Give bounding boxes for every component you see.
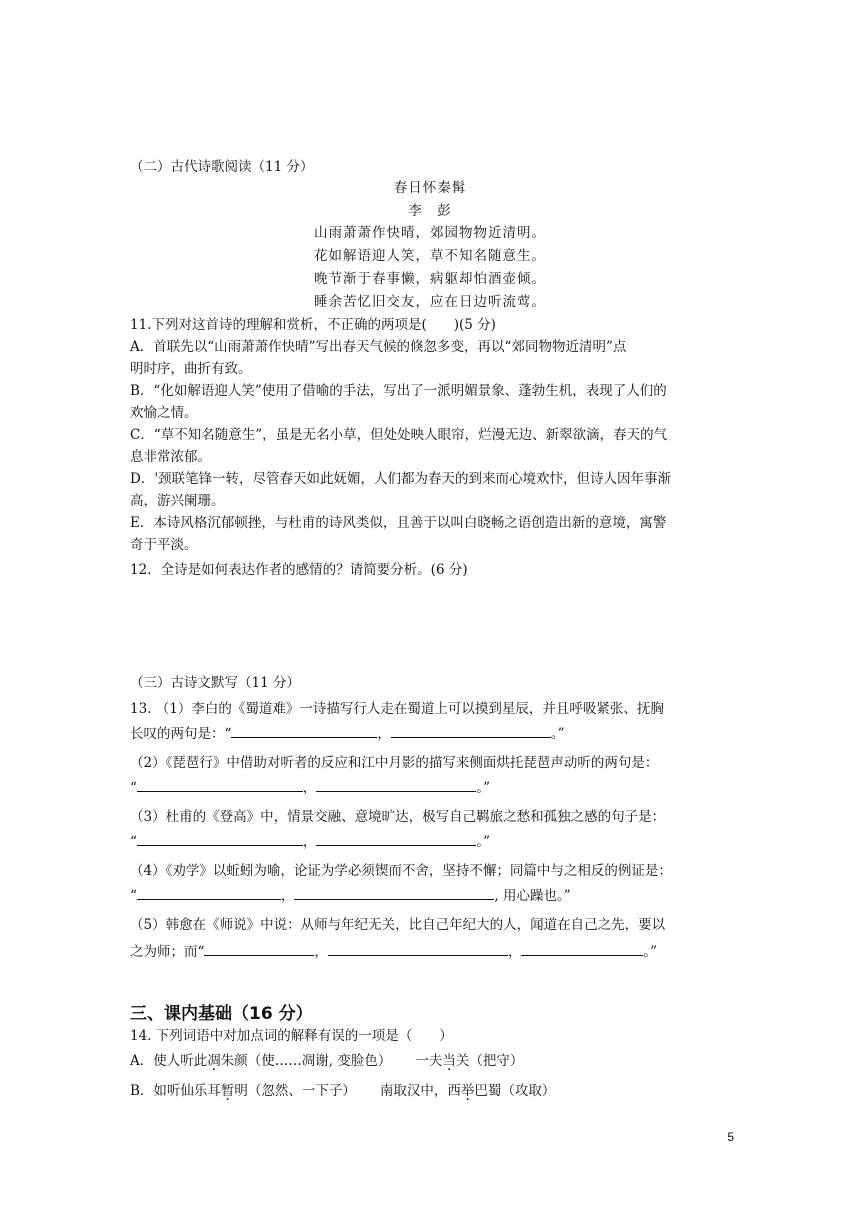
section2-title: （二）古代诗歌阅读（11 分）: [130, 159, 314, 175]
q13-2-blanks: “ ， 。”: [130, 777, 734, 799]
poem-line: 睡余苦忆旧交友，应在日边听流莺。: [314, 294, 546, 310]
q13-5-blanks: 之为师；而“ ， ， 。”: [130, 941, 734, 963]
answer-blank[interactable]: [316, 777, 476, 792]
q13-4: （4）《劝学》以蚯蚓为喻，论证为学必须锲而不舍，坚持不懈；同篇中与之相反的例证是：: [130, 863, 672, 879]
part3-heading: 三、课内基础（16 分）: [130, 1004, 313, 1024]
q11-option-a-cont: 明时序，曲折有致。: [130, 361, 252, 377]
answer-blank[interactable]: [137, 831, 303, 846]
answer-blank[interactable]: [316, 831, 476, 846]
section3-title: （三）古诗文默写（11 分）: [130, 675, 300, 691]
dotted-word: 暂: [220, 1083, 235, 1099]
dotted-word: 举: [460, 1083, 475, 1099]
q11-option-d: D．'颈联笔锋一转，尽管春天如此妩媚，人们都为春天的到来而心境欢忭，但诗人因年事渐: [130, 471, 672, 487]
q13-4-blanks: “ ， , 用心躁也。”: [130, 885, 734, 907]
q11-option-e-cont: 奇于平淡。: [130, 537, 198, 553]
q11-stem: 11.下列对这首诗的理解和赏析，不正确的两项是( )(5 分): [130, 317, 496, 333]
q11-option-b-cont: 欢愉之情。: [130, 405, 198, 421]
answer-blank[interactable]: [294, 885, 494, 900]
q13-1-blanks: 长叹的两句是：“ ， 。”: [130, 723, 734, 745]
q13-3: （3）杜甫的《登高》中，情景交融、意境旷达，极写自己羁旅之愁和孤独之感的句子是：: [130, 809, 666, 825]
q11-option-b: B．“化如解语迎人笑”使用了借喻的手法，写出了一派明媚景象、蓬勃生机，表现了人们的: [130, 383, 667, 399]
q11-option-a: A．首联先以“山雨萧萧作快晴”写出春天气候的倏忽多变，再以“郊同物物近清明”点: [130, 339, 627, 355]
q13-2: （2）《琵琶行》中借助对听者的反应和江中月影的描写来侧面烘托琵琶声动听的两句是：: [130, 755, 659, 771]
poem-line: 山雨萧萧作快晴，郊园物物近清明。: [314, 225, 546, 241]
answer-blank[interactable]: [137, 885, 281, 900]
q11-option-c: C．“草不知名随意生”，虽是无名小草，但处处映人眼帘，烂漫无边、新翠欲滴，春天的气: [130, 427, 668, 443]
q11-option-d-cont: 高，游兴阑珊。: [130, 493, 225, 509]
q12-question: 12．全诗是如何表达作者的感情的？请简要分析。(6 分): [130, 562, 468, 578]
answer-blank[interactable]: [137, 777, 303, 792]
q13-3-blanks: “ ， 。”: [130, 831, 734, 853]
q11-option-c-cont: 息非常浓郁。: [130, 449, 211, 465]
answer-blank[interactable]: [391, 723, 551, 738]
poem-author: 李 彭: [408, 203, 452, 219]
q14-stem: 14. 下列词语中对加点词的解释有误的一项是（ ）: [130, 1028, 453, 1044]
dotted-word: 凋: [207, 1053, 221, 1069]
page-number: 5: [727, 1130, 734, 1144]
q13-5: （5）韩愈在《师说》中说：从师与年纪无关，比自己年纪大的人，闻道在自己之先，要以: [130, 917, 666, 933]
answer-blank[interactable]: [231, 723, 377, 738]
poem-line: 花如解语迎人笑，草不知名随意生。: [314, 248, 546, 264]
dotted-word: 当: [442, 1053, 456, 1069]
answer-blank[interactable]: [204, 941, 314, 956]
q13-1: 13. （1）李白的《蜀道难》一诗描写行人走在蜀道上可以摸到星辰，并且呼吸紧张、抚胸: [130, 701, 664, 717]
q11-option-e: E．本诗风格沉郁顿挫，与杜甫的诗风类似，且善于以叫白晓畅之语创造出新的意境，寓警: [130, 515, 667, 531]
q14-option-b: B．如听仙乐耳暂明（忽然、一下子） 南取汉中，西举巴蜀（攻取）: [130, 1083, 556, 1099]
answer-blank[interactable]: [328, 941, 508, 956]
q14-option-a: A．使人听此凋朱颜（使……凋谢, 变脸色） 一夫当关（把守）: [130, 1053, 524, 1069]
poem-title: 春日怀秦髯: [393, 180, 467, 196]
answer-blank[interactable]: [521, 941, 643, 956]
poem-line: 晚节渐于春事懒，病躯却怕酒壶倾。: [314, 271, 546, 287]
